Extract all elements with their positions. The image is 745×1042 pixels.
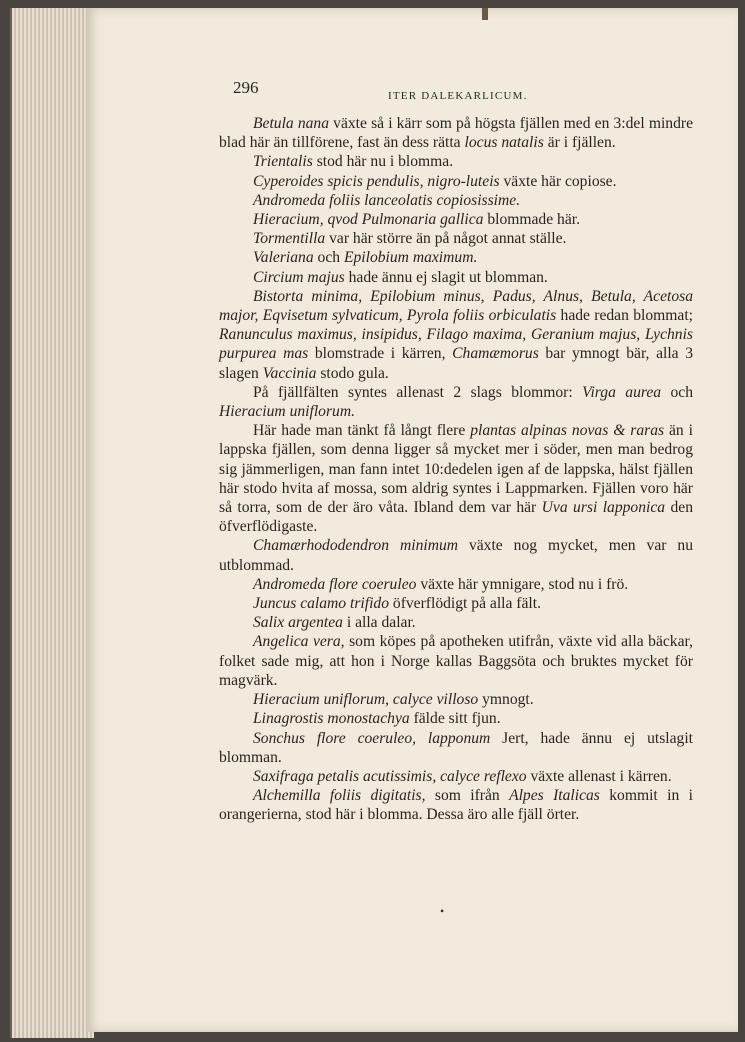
text-run: var här större än på något annat ställe.: [325, 230, 567, 248]
paragraph: [219, 690, 693, 709]
paragraph: [219, 191, 693, 210]
paragraph: [219, 421, 693, 536]
text-run: blomstrade i kärren,: [308, 345, 453, 363]
latin-term: Valeriana: [253, 249, 314, 267]
latin-term: Hieracium uniflorum.: [219, 403, 356, 421]
paragraph: [219, 594, 693, 613]
text-run: hade redan blommat;: [556, 307, 693, 325]
printer-mark: •: [440, 904, 445, 918]
latin-term: Betula nana: [253, 115, 330, 132]
latin-term: Virga aurea: [582, 383, 662, 401]
running-head: ITER DALEKARLICUM.: [388, 90, 528, 102]
text-run: växte här ymnigare, stod nu i frö.: [416, 575, 629, 593]
paragraph: [219, 172, 693, 191]
text-run: ymnogt.: [478, 691, 534, 709]
text-run: växte här copiose.: [499, 172, 617, 190]
paragraph: [219, 575, 693, 594]
latin-term: Circium majus: [253, 268, 345, 286]
text-run: Här hade man tänkt få långt flere: [253, 422, 471, 440]
text-run: bar ymnogt bär, alla 3 slagen: [219, 345, 694, 382]
latin-term: Linagrostis monostachya: [253, 710, 410, 728]
latin-term: Angelica vera,: [253, 633, 345, 651]
paragraph: [219, 248, 693, 267]
text-run: och: [661, 383, 693, 401]
text-run: som ifrån: [425, 787, 510, 805]
text-run: fälde sitt fjun.: [409, 710, 501, 728]
latin-term: locus natalis: [464, 134, 544, 152]
paragraph: [219, 114, 693, 152]
latin-term: Alchemilla foliis digitatis,: [253, 787, 426, 805]
latin-term: Bistorta minima, Epilobium minus, Padus, Alnus, Betula, Acetosa major, Eqvisetum sylvaticum, Pyrola foliis orbiculatis: [219, 287, 693, 325]
latin-term: Epilobium maximum.: [343, 249, 478, 267]
paragraph: [219, 632, 693, 690]
text-run: blommade här.: [483, 211, 580, 229]
paragraph: [219, 210, 693, 229]
latin-term: Chamæmorus: [452, 345, 539, 363]
paragraph: [219, 383, 693, 421]
latin-term: Juncus calamo trifido: [253, 595, 389, 613]
latin-term: Uva ursi lapponica: [541, 499, 666, 517]
text-run: än i lappska fjällen, som denna ligger så mycket mer i söder, men man bedrog sig jämmerligen, man fann intet 10:dedelen igen af de lappska, hälst fjällen här stodo hvita af mossa, som aldrig syntes i Lappmarken. Fjällen voro här så torra, som de der äro våta. Ibland dem var här: [219, 422, 693, 517]
body-text: [219, 114, 693, 825]
paragraph: [219, 287, 693, 383]
latin-term: plantas alpinas novas & raras: [470, 422, 665, 440]
text-run: växte nog mycket, men var nu utblommad.: [219, 537, 693, 574]
latin-term: Andromeda foliis lanceolatis copiosissime.: [253, 191, 521, 209]
text-run: som köpes på apotheken utifrån, växte vid alla bäckar, folket sade mig, att hon i Norge kallas Baggsöta och bruktes mycket för magvärk.: [219, 633, 693, 689]
text-run: växte så i kärr som på högsta fjällen med en 3:del mindre blad här än tillförene, fast än dess rätta: [219, 115, 693, 152]
paragraph: [219, 786, 693, 824]
text-run: är i fjällen.: [543, 134, 616, 152]
text-run: den öfverflödigaste.: [219, 499, 693, 536]
paragraph: [219, 536, 693, 574]
text-run: Jert, hade ännu ej utslagit blomman.: [219, 729, 693, 766]
text-run: stodo gula.: [316, 364, 389, 382]
paragraph: [219, 767, 693, 786]
text-run: På fjällfälten syntes allenast 2 slags blommor:: [253, 383, 583, 401]
latin-term: Alpes Italicas: [509, 787, 600, 805]
text-run: hade ännu ej slagit ut blomman.: [344, 268, 548, 286]
paragraph: [219, 709, 693, 728]
latin-term: Cyperoides spicis pendulis, nigro-luteis: [253, 172, 500, 190]
text-run: kommit in i orangerierna, stod här i blomma. Dessa äro alle fjäll örter.: [219, 787, 693, 824]
paragraph: [219, 152, 693, 171]
text-run: öfverflödigt på alla fält.: [389, 595, 541, 613]
latin-term: Ranunculus maximus, insipidus, Filago maxima, Geranium majus, Lychnis purpurea mas: [219, 326, 693, 363]
paragraph: [219, 268, 693, 287]
latin-term: Trientalis: [253, 153, 313, 171]
page-edges: [10, 8, 94, 1038]
paragraph: [219, 229, 693, 248]
text-run: i alla dalar.: [342, 614, 416, 632]
latin-term: Hieracium, qvod Pulmonaria gallica: [253, 211, 484, 229]
latin-term: Sonchus flore coeruleo, lapponum: [253, 729, 491, 747]
binding-thread: [482, 8, 488, 20]
latin-term: Saxifraga petalis acutissimis, calyce reflexo: [253, 767, 527, 785]
text-run: stod här nu i blomma.: [312, 153, 454, 171]
paragraph: [219, 613, 693, 632]
latin-term: Hieracium uniflorum, calyce villoso: [253, 691, 479, 709]
latin-term: Chamærhododendron minimum: [253, 537, 459, 555]
latin-term: Salix argentea: [253, 614, 343, 632]
latin-term: Vaccinia: [262, 364, 317, 382]
latin-term: Andromeda flore coeruleo: [253, 575, 417, 593]
text-run: växte allenast i kärren.: [526, 767, 672, 785]
paragraph: [219, 729, 693, 767]
latin-term: Tormentilla: [253, 230, 326, 248]
text-run: och: [313, 249, 344, 267]
page-number: 296: [233, 78, 259, 97]
